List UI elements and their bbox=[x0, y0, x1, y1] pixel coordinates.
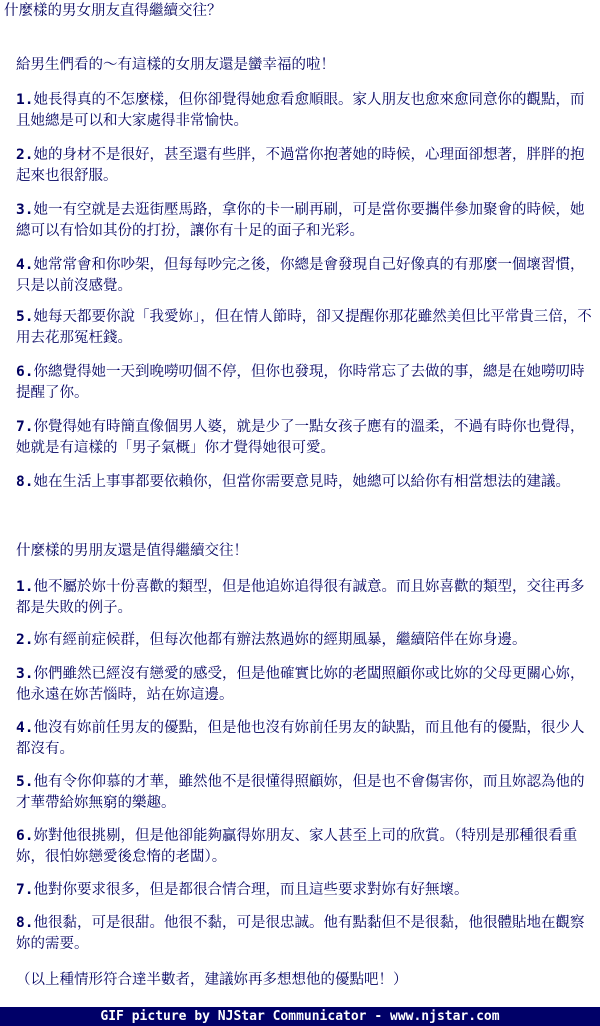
girlfriend-item-7 bbox=[16, 417, 594, 459]
item-number: 1. bbox=[16, 92, 34, 108]
item-number: 4. bbox=[16, 257, 34, 273]
item-text: 他有令你仰慕的才華，雖然他不是很懂得照顧妳，但是也不會傷害你，而且妳認為他的才華帶給妳無窮的樂趣。 bbox=[16, 774, 585, 811]
item-text: 你們雖然已經沒有戀愛的感受，但是他確實比妳的老闆照顧你或比妳的父母更關心妳，他永遠在妳苦惱時，站在妳這邊。 bbox=[16, 666, 585, 703]
item-text: 你覺得她有時簡直像個男人婆，就是少了一點女孩子應有的溫柔，不過有時你也覺得，她就是有這樣的「男子氣概」你才覺得她很可愛。 bbox=[16, 419, 585, 456]
boyfriend-item-1 bbox=[16, 577, 594, 619]
boyfriend-item-3 bbox=[16, 664, 594, 706]
item-number: 8. bbox=[16, 915, 34, 931]
item-text: 她常常會和你吵架，但每每吵完之後，你總是會發現自己好像真的有那麼一個壞習慣，只是以前沒感覺。 bbox=[16, 257, 585, 294]
item-number: 6. bbox=[16, 364, 34, 380]
item-text: 妳對他很挑剔，但是他卻能夠贏得妳朋友、家人甚至上司的欣賞。（特別是那種很看重妳，很怕妳戀愛後怠惰的老闆）。 bbox=[16, 828, 578, 865]
boyfriend-item-7 bbox=[16, 880, 594, 901]
item-number: 5. bbox=[16, 774, 34, 790]
item-number: 3. bbox=[16, 666, 34, 682]
page-title: 什麼樣的男女朋友直得繼續交往？ bbox=[4, 3, 222, 19]
boyfriend-item-6 bbox=[16, 826, 594, 868]
boyfriend-item-5 bbox=[16, 772, 594, 814]
item-number: 2. bbox=[16, 147, 34, 163]
footer-banner: GIF picture by NJStar Communicator - www.njstar.com bbox=[0, 1007, 600, 1026]
item-number: 2. bbox=[16, 632, 34, 648]
boyfriend-item-2 bbox=[16, 630, 594, 651]
girlfriend-item-8 bbox=[16, 472, 594, 493]
girlfriend-item-2 bbox=[16, 145, 594, 187]
item-text: 他對你要求很多，但是都很合情合理，而且這些要求對妳有好無壞。 bbox=[33, 882, 469, 898]
item-number: 7. bbox=[16, 419, 34, 435]
girlfriend-item-5 bbox=[16, 307, 594, 349]
item-text: 她的身材不是很好，甚至還有些胖，不過當你抱著她的時候，心理面卻想著，胖胖的抱起來也很舒服。 bbox=[16, 147, 585, 184]
girlfriend-item-4 bbox=[16, 255, 594, 297]
girlfriend-item-1 bbox=[16, 90, 594, 132]
item-text: 你總覺得她一天到晚嘮叨個不停，但你也發現，你時常忘了去做的事，總是在她嘮叨時提醒了你。 bbox=[16, 364, 585, 401]
girlfriend-section-heading: 給男生們看的～有這樣的女朋友還是蠻幸福的啦！ bbox=[16, 57, 335, 73]
closing-note: （以上種情形符合達半數者，建議妳再多想想他的優點吧！） bbox=[16, 972, 408, 988]
item-number: 1. bbox=[16, 579, 34, 595]
girlfriend-item-6 bbox=[16, 362, 594, 404]
item-text: 他不屬於妳十份喜歡的類型，但是他追妳追得很有誠意。而且妳喜歡的類型，交往再多都是失敗的例子。 bbox=[16, 579, 585, 616]
item-number: 8. bbox=[16, 474, 34, 490]
item-number: 6. bbox=[16, 828, 34, 844]
item-number: 5. bbox=[16, 309, 34, 325]
item-text: 她在生活上事事都要依賴你，但當你需要意見時，她總可以給你有相當想法的建議。 bbox=[33, 474, 570, 490]
item-text: 他很黏，可是很甜。他很不黏，可是很忠誠。他有點黏但不是很黏，他很體貼地在觀察妳的需要。 bbox=[16, 915, 585, 952]
item-number: 4. bbox=[16, 720, 34, 736]
item-text: 她長得真的不怎麼樣，但你卻覺得她愈看愈順眼。家人朋友也愈來愈同意你的觀點，而且她總是可以和大家處得非常愉快。 bbox=[16, 92, 585, 129]
girlfriend-item-3 bbox=[16, 200, 594, 242]
item-text: 她每天都要你說「我愛妳」，但在情人節時，卻又提醒你那花雖然美但比平常貴三倍，不用去花那冤枉錢。 bbox=[16, 309, 592, 346]
item-number: 7. bbox=[16, 882, 34, 898]
item-text: 她一有空就是去逛街壓馬路，拿你的卡一刷再刷，可是當你要攜伴參加聚會的時候，她總可以有恰如其份的打扮，讓你有十足的面子和光彩。 bbox=[16, 202, 585, 239]
boyfriend-section-heading: 什麼樣的男朋友還是值得繼續交往！ bbox=[16, 543, 248, 559]
boyfriend-item-8 bbox=[16, 913, 594, 955]
item-text: 妳有經前症候群，但每次他都有辦法熬過妳的經期風暴，繼續陪伴在妳身邊。 bbox=[33, 632, 527, 648]
boyfriend-item-4 bbox=[16, 718, 594, 760]
item-number: 3. bbox=[16, 202, 34, 218]
item-text: 他沒有妳前任男友的優點，但是他也沒有妳前任男友的缺點，而且他有的優點，很少人都沒有。 bbox=[16, 720, 585, 757]
